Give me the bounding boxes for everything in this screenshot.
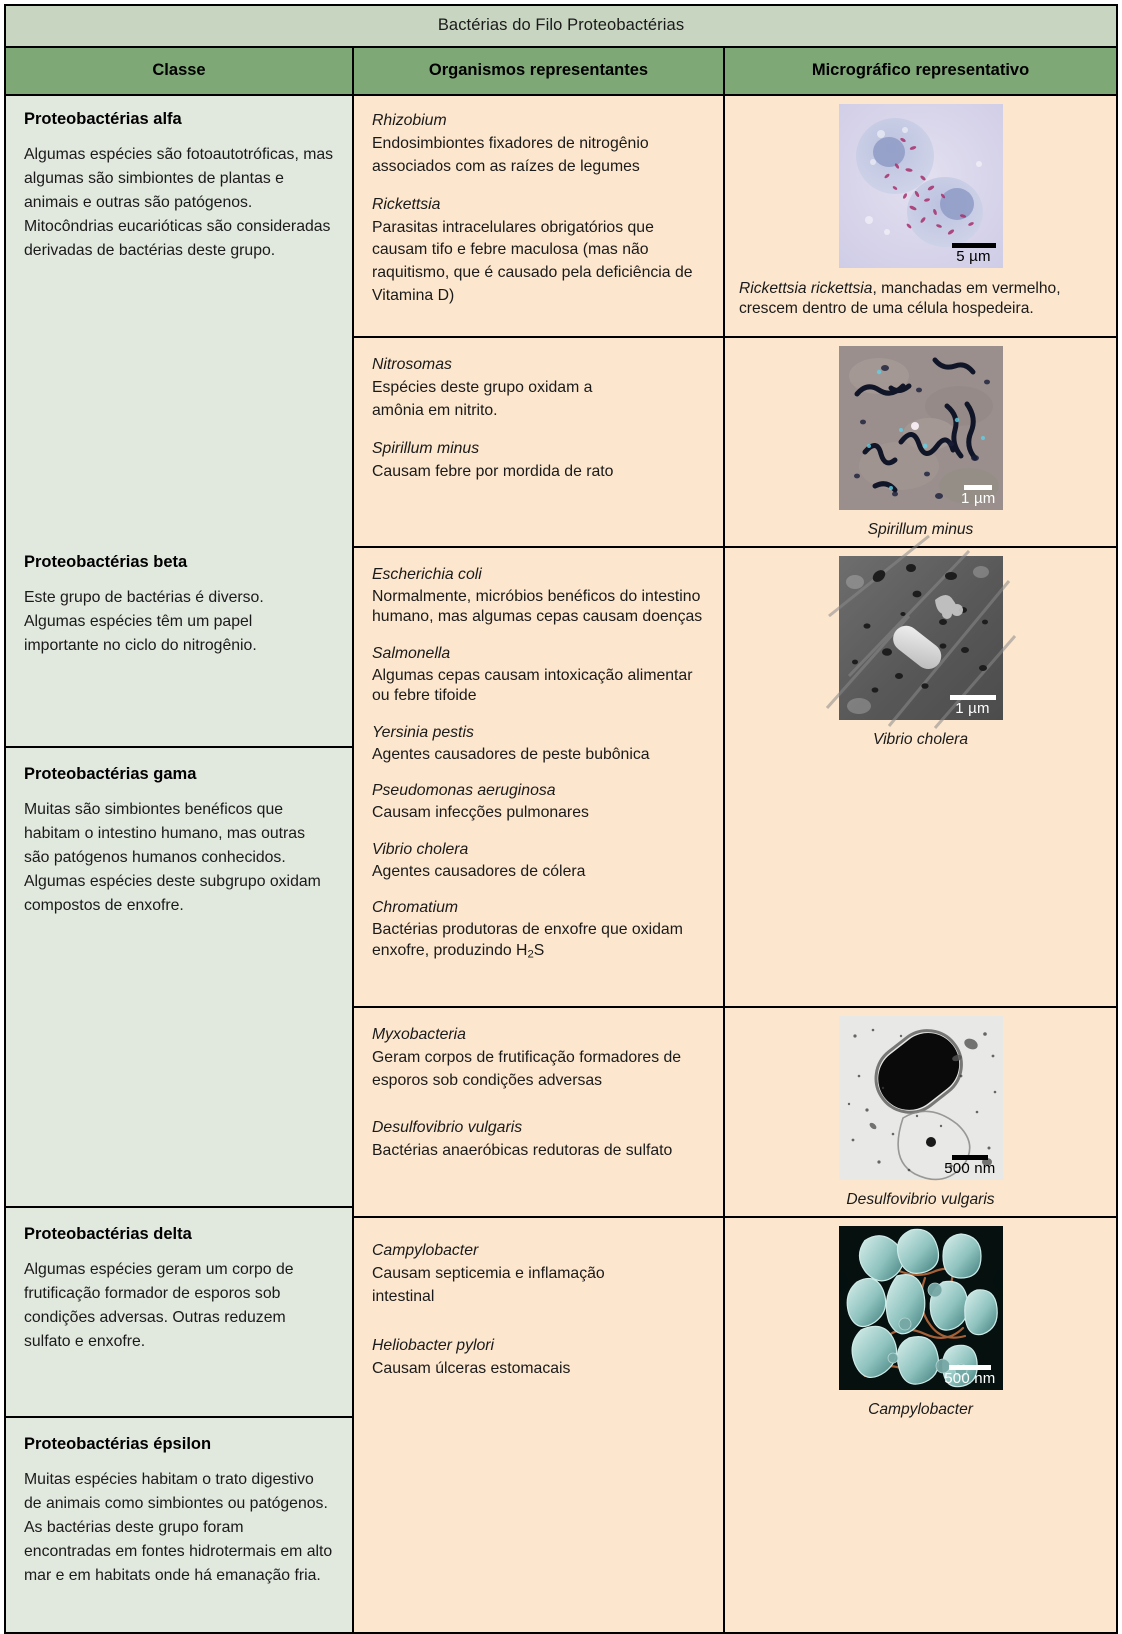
organism-name: Rhizobium <box>372 112 447 129</box>
class-title-epsilon: Proteobactérias épsilon <box>24 1435 212 1453</box>
organism-name: Spirillum minus <box>372 439 480 457</box>
organism-description: Parasitas intracelulares obrigatórios que causam tifo e febre maculosa (mas não raquitismo, que é causado pela deficiência de Vitamina D) <box>372 218 693 305</box>
scale-bar-label: 5 µm <box>956 248 991 265</box>
class-cell-gama <box>6 746 352 1206</box>
organism-description-chromatium: Bactérias produtoras de enxofre que oxidam enxofre, produzindo $H_2S$ <box>372 921 683 961</box>
organism-description: Causam infecções pulmonares <box>372 804 589 822</box>
organism-entry <box>372 1117 705 1163</box>
micrograph-image-rickettsia <box>839 104 1003 268</box>
scale-bar-group <box>961 485 995 506</box>
organism-description: Algumas cepas causam intoxicação alimentar ou febre tifoide <box>372 666 693 705</box>
organism-entry <box>372 1335 705 1381</box>
organism-entry <box>372 722 705 765</box>
micrograph-caption-species: Rickettsia rickettsia <box>739 280 873 297</box>
organism-name: Rickettsia <box>372 195 441 213</box>
organism-entry <box>372 780 705 823</box>
organism-entry <box>372 839 705 882</box>
micrograph-caption-beta: Spirillum minus <box>867 521 974 538</box>
organisms-cell-beta <box>354 336 723 546</box>
organism-description: Causam úlceras estomacais <box>372 1359 571 1377</box>
class-title-alfa: Proteobactérias alfa <box>24 110 182 128</box>
organism-entry <box>372 643 705 707</box>
scale-bar-label: 1 µm <box>955 700 990 717</box>
organism-entry <box>372 110 705 179</box>
organism-name: Campylobacter <box>372 1242 479 1259</box>
micrograph-cell-alfa <box>725 96 1116 336</box>
organism-description: Endosimbiontes fixadores de nitrogênio associados com as raízes de legumes <box>372 134 649 175</box>
micrograph-cell-delta <box>725 1006 1116 1216</box>
organism-name: Desulfovibrio vulgaris <box>372 1118 523 1136</box>
class-title-gama: Proteobactérias gama <box>24 765 197 783</box>
micrograph-cell-beta <box>725 336 1116 546</box>
class-description-alfa: Algumas espécies são fotoautotróficas, mas algumas são simbiontes de plantas e animais e outras são patógenos. Mitocôndrias eucarióticas são consideradas derivadas de bactérias deste grupo. <box>24 145 334 259</box>
class-description-gama: Muitas são simbiontes benéficos que habitam o intestino humano, mas outras são patógenos humanos conhecidos. Algumas espécies deste subgrupo oxidam compostos de enxofre. <box>24 800 321 914</box>
organism-entry <box>372 1240 705 1309</box>
organism-description: Normalmente, micróbios benéficos do intestino humano, mas algumas cepas causam doenças <box>372 587 703 626</box>
micrograph-caption-delta: Desulfovibrio vulgaris <box>846 1191 995 1208</box>
micrograph-caption-epsilon: Campylobacter <box>868 1401 973 1418</box>
class-cell-delta <box>6 1206 352 1416</box>
organisms-cell-epsilon <box>354 1216 723 1432</box>
class-cell-epsilon <box>6 1416 352 1632</box>
column-header-classe: Classe <box>6 48 354 94</box>
class-description-epsilon: Muitas espécies habitam o trato digestivo de animais como simbiontes ou patógenos. As bactérias deste grupo foram encontradas em fontes hidrotermais em alto mar e em habitats onde há emanação fria. <box>24 1470 333 1584</box>
organism-name: Escherichia coli <box>372 566 482 583</box>
organism-name: Nitrosomas <box>372 356 452 373</box>
micrograph-caption-gama: Vibrio cholera <box>872 731 969 748</box>
organism-description: Geram corpos de frutificação formadores de esporos sob condições adversas <box>372 1048 682 1089</box>
micrograph-caption-alfa <box>737 279 1104 319</box>
proteobacteria-table <box>4 4 1118 1634</box>
organism-description: Agentes causadores de cólera <box>372 862 586 880</box>
table-header-row <box>6 48 1116 96</box>
organisms-cell-delta <box>354 1006 723 1216</box>
organism-name: Yersinia pestis <box>372 723 474 741</box>
scale-bar-group <box>944 1155 995 1176</box>
column-header-micrografico: Micrográfico representativo <box>725 48 1116 94</box>
organism-description: Causam septicemia e inflamação intestinal <box>372 1264 605 1305</box>
organism-description: Agentes causadores de peste bubônica <box>372 745 650 763</box>
organism-name: Salmonella <box>372 644 451 662</box>
column-classe <box>6 96 354 1632</box>
micrograph-caption-rest: , manchadas em vermelho, crescem dentro de uma célula hospedeira. <box>739 280 1061 317</box>
column-organismos <box>354 96 725 1632</box>
micrograph-cell-gama <box>725 546 1116 1006</box>
organism-name: Chromatium <box>372 899 459 917</box>
class-cell-beta <box>6 536 352 746</box>
scale-bar-group <box>950 695 996 716</box>
class-cell-alfa <box>6 96 352 536</box>
organism-entry <box>372 438 705 484</box>
column-micrografico <box>725 96 1116 1632</box>
organisms-cell-alfa <box>354 96 723 336</box>
organism-entry <box>372 1024 705 1093</box>
organism-entry <box>372 897 705 962</box>
micrograph-image-campylobacter <box>839 1226 1003 1390</box>
class-description-beta: Este grupo de bactérias é diverso. Algumas espécies têm um papel importante no ciclo do nitrogênio. <box>24 588 264 654</box>
organism-name: Heliobacter pylori <box>372 1336 495 1354</box>
micrograph-cell-epsilon <box>725 1216 1116 1432</box>
micrograph-image-vibrio <box>839 556 1003 720</box>
organism-description: Espécies deste grupo oxidam a amônia em nitrito. <box>372 378 593 419</box>
micrograph-image-desulfovibrio <box>839 1016 1003 1180</box>
organism-name: Myxobacteria <box>372 1026 466 1043</box>
scale-bar-label: 500 nm <box>944 1370 996 1387</box>
class-title-beta: Proteobactérias beta <box>24 553 188 571</box>
scale-bar-label: 1 µm <box>961 490 996 507</box>
organism-entry <box>372 564 705 628</box>
organism-name: Pseudomonas aeruginosa <box>372 782 556 800</box>
organism-description: Bactérias anaeróbicas redutoras de sulfato <box>372 1141 673 1159</box>
organism-name: Vibrio cholera <box>372 840 469 858</box>
organisms-cell-gama <box>354 546 723 1006</box>
table-title: Bactérias do Filo Proteobactérias <box>6 6 1116 48</box>
organism-description: Causam febre por mordida de rato <box>372 462 614 480</box>
organism-entry <box>372 194 705 308</box>
class-description-delta: Algumas espécies geram um corpo de frutificação formador de esporos sob condições adversas. Outras reduzem sulfato e enxofre. <box>24 1260 294 1350</box>
micrograph-image-spirillum <box>839 346 1003 510</box>
organism-entry <box>372 354 705 423</box>
table-body <box>6 96 1116 1632</box>
scale-bar-group <box>952 243 996 264</box>
scale-bar-label: 500 nm <box>944 1160 996 1177</box>
scale-bar-group <box>944 1365 995 1386</box>
class-title-delta: Proteobactérias delta <box>24 1225 192 1243</box>
column-header-organismos: Organismos representantes <box>354 48 725 94</box>
